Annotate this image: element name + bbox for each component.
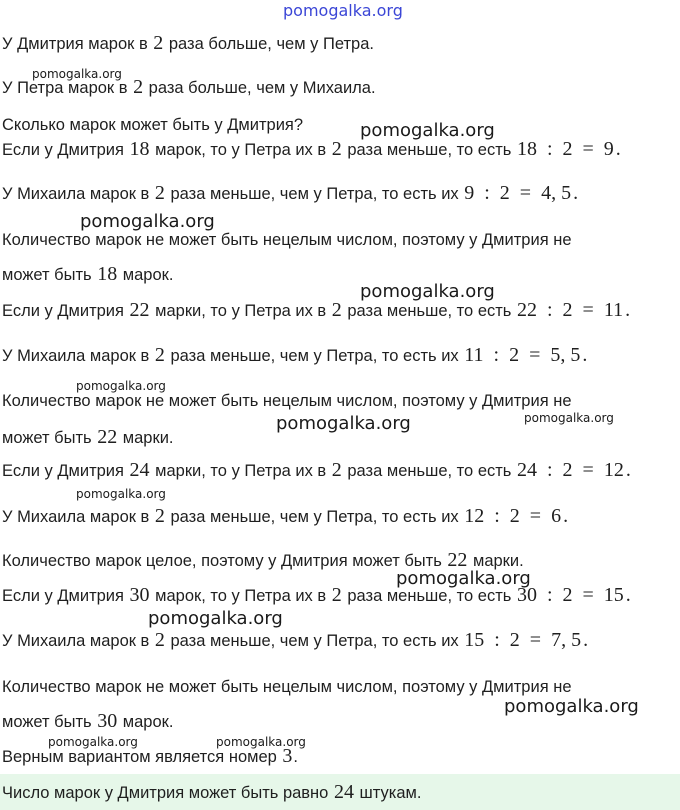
watermark: pomogalka.org xyxy=(80,211,215,232)
text-line: У Михаила марок в 2 раза меньше, чем у Петра, то есть их 11 : 2 = 5, 5 . xyxy=(2,344,588,366)
watermark: pomogalka.org xyxy=(276,413,411,434)
watermark: pomogalka.org xyxy=(148,608,283,629)
watermark: pomogalka.org xyxy=(76,379,166,393)
text-line: У Петра марок в 2 раза больше, чем у Михаила. xyxy=(2,76,376,98)
watermark: pomogalka.org xyxy=(396,568,531,589)
text-line: Если у Дмитрия 24 марки, то у Петра их в 2 раза меньше, то есть 24 : 2 = 12 . xyxy=(2,459,631,481)
text-line: Если у Дмитрия 22 марки, то у Петра их в 2 раза меньше, то есть 22 : 2 = 11 . xyxy=(2,299,631,321)
text-line: может быть 22 марки. xyxy=(2,426,174,448)
watermark: pomogalka.org xyxy=(360,281,495,302)
text-line: Количество марок не может быть нецелым числом, поэтому у Дмитрия не xyxy=(2,678,572,696)
text-line: Количество марок целое, поэтому у Дмитрия может быть 22 марки. xyxy=(2,549,524,571)
watermark: pomogalka.org xyxy=(524,411,614,425)
answer-box xyxy=(0,774,680,810)
watermark: pomogalka.org xyxy=(76,487,166,501)
watermark: pomogalka.org xyxy=(216,735,306,749)
text-line: Количество марок не может быть нецелым числом, поэтому у Дмитрия не xyxy=(2,392,572,410)
answer-text: Число марок у Дмитрия может быть равно 24 штукам. xyxy=(2,781,422,803)
text-line: У Михаила марок в 2 раза меньше, чем у Петра, то есть их 15 : 2 = 7, 5 . xyxy=(2,629,589,651)
text-line: Количество марок не может быть нецелым числом, поэтому у Дмитрия не xyxy=(2,231,572,249)
text-line: Сколько марок может быть у Дмитрия? xyxy=(2,116,304,134)
text-line: У Михаила марок в 2 раза меньше, чем у Петра, то есть их 12 : 2 = 6 . xyxy=(2,505,569,527)
text-line: Верным вариантом является номер 3. xyxy=(2,745,298,767)
watermark: pomogalka.org xyxy=(360,120,495,141)
text-line: У Михаила марок в 2 раза меньше, чем у Петра, то есть их 9 : 2 = 4, 5 . xyxy=(2,182,579,204)
header-watermark[interactable]: pomogalka.org xyxy=(283,1,403,20)
watermark: pomogalka.org xyxy=(504,696,639,717)
text-line: может быть 18 марок. xyxy=(2,263,174,285)
text-line: У Дмитрия марок в 2 раза больше, чем у Петра. xyxy=(2,32,374,54)
watermark: pomogalka.org xyxy=(32,67,122,81)
text-line: Если у Дмитрия 30 марок, то у Петра их в 2 раза меньше, то есть 30 : 2 = 15 . xyxy=(2,584,631,606)
text-line: может быть 30 марок. xyxy=(2,710,174,732)
watermark: pomogalka.org xyxy=(48,735,138,749)
text-line: Если у Дмитрия 18 марок, то у Петра их в 2 раза меньше, то есть 18 : 2 = 9 . xyxy=(2,138,621,160)
